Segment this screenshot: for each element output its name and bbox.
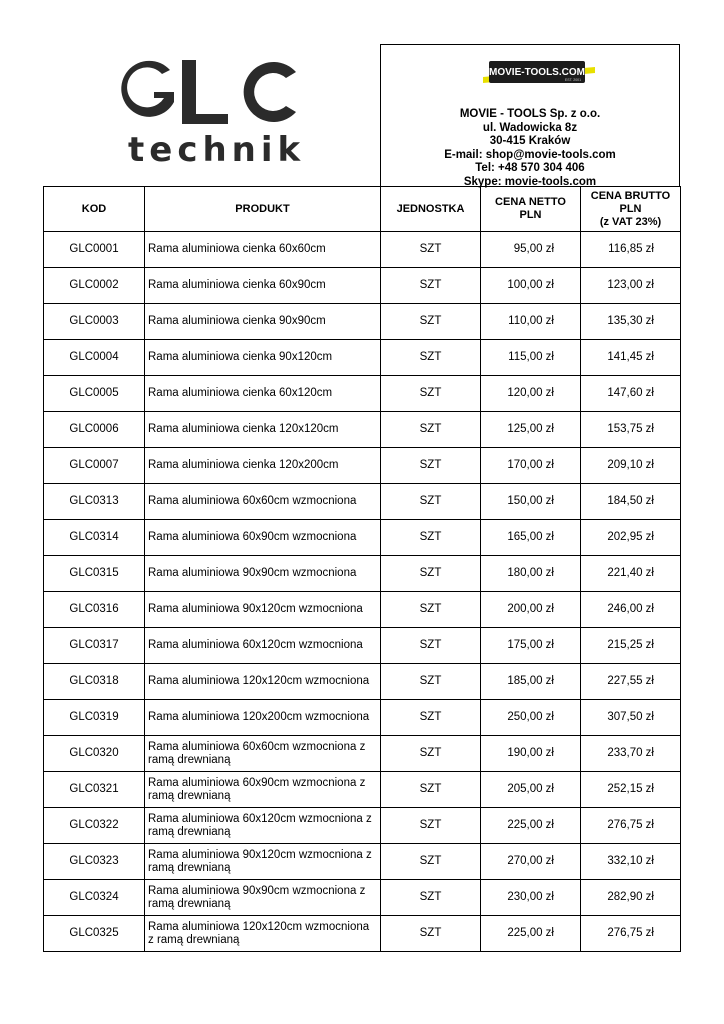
net-price: 95,00 zł (481, 232, 581, 268)
product-code: GLC0314 (44, 520, 145, 556)
table-row (44, 880, 681, 916)
gross-price: 233,70 zł (581, 736, 681, 772)
product-name: Rama aluminiowa cienka 120x200cm (145, 448, 381, 484)
table-row (44, 844, 681, 880)
seller-info-box (380, 44, 680, 186)
header-net-price: CENA NETTO PLN (481, 187, 581, 232)
header-code: KOD (44, 187, 145, 232)
product-name: Rama aluminiowa cienka 120x120cm (145, 412, 381, 448)
net-price: 185,00 zł (481, 664, 581, 700)
product-code: GLC0323 (44, 844, 145, 880)
gross-price: 116,85 zł (581, 232, 681, 268)
product-code: GLC0317 (44, 628, 145, 664)
product-name: Rama aluminiowa 90x120cm wzmocniona (145, 592, 381, 628)
gross-price: 215,25 zł (581, 628, 681, 664)
product-name: Rama aluminiowa 120x200cm wzmocniona (145, 700, 381, 736)
product-code: GLC0315 (44, 556, 145, 592)
product-name: Rama aluminiowa 90x120cm wzmocniona z ramą drewnianą (145, 844, 381, 880)
table-row (44, 916, 681, 952)
gross-price: 153,75 zł (581, 412, 681, 448)
product-code: GLC0003 (44, 304, 145, 340)
table-row (44, 232, 681, 268)
header-gross-price-label: CENA BRUTTO PLN (590, 189, 671, 215)
net-price: 270,00 zł (481, 844, 581, 880)
product-unit: SZT (381, 484, 481, 520)
gross-price: 227,55 zł (581, 664, 681, 700)
product-code: GLC0322 (44, 808, 145, 844)
net-price: 125,00 zł (481, 412, 581, 448)
net-price: 190,00 zł (481, 736, 581, 772)
net-price: 200,00 zł (481, 592, 581, 628)
product-unit: SZT (381, 340, 481, 376)
product-unit: SZT (381, 880, 481, 916)
movie-tools-logo-text: MOVIE-TOOLS.COM (489, 67, 585, 78)
table-row (44, 268, 681, 304)
movie-tools-logo-tagline: EST. 2001 (564, 78, 582, 82)
movie-tools-logo (483, 57, 595, 91)
gross-price: 252,15 zł (581, 772, 681, 808)
product-code: GLC0004 (44, 340, 145, 376)
product-unit: SZT (381, 268, 481, 304)
seller-phone: Tel: +48 570 304 406 (475, 162, 585, 175)
product-unit: SZT (381, 412, 481, 448)
table-row (44, 376, 681, 412)
seller-address (381, 108, 679, 190)
product-code: GLC0005 (44, 376, 145, 412)
product-name: Rama aluminiowa cienka 60x120cm (145, 376, 381, 412)
seller-street: ul. Wadowicka 8z (482, 121, 578, 134)
product-unit: SZT (381, 844, 481, 880)
product-code: GLC0001 (44, 232, 145, 268)
product-name: Rama aluminiowa 60x60cm wzmocniona (145, 484, 381, 520)
net-price: 115,00 zł (481, 340, 581, 376)
net-price: 225,00 zł (481, 916, 581, 952)
product-name: Rama aluminiowa cienka 90x120cm (145, 340, 381, 376)
gross-price: 184,50 zł (581, 484, 681, 520)
table-row (44, 808, 681, 844)
table-header-row (44, 187, 681, 232)
product-unit: SZT (381, 232, 481, 268)
table-row (44, 700, 681, 736)
product-name: Rama aluminiowa 60x90cm wzmocniona z ramą drewnianą (145, 772, 381, 808)
table-row (44, 520, 681, 556)
gross-price: 332,10 zł (581, 844, 681, 880)
gross-price: 209,10 zł (581, 448, 681, 484)
product-code: GLC0319 (44, 700, 145, 736)
product-unit: SZT (381, 448, 481, 484)
net-price: 100,00 zł (481, 268, 581, 304)
table-row (44, 664, 681, 700)
net-price: 120,00 zł (481, 376, 581, 412)
product-name: Rama aluminiowa 90x90cm wzmocniona z ramą drewnianą (145, 880, 381, 916)
gross-price: 307,50 zł (581, 700, 681, 736)
product-code: GLC0006 (44, 412, 145, 448)
product-unit: SZT (381, 304, 481, 340)
gross-price: 141,45 zł (581, 340, 681, 376)
gross-price: 202,95 zł (581, 520, 681, 556)
product-name: Rama aluminiowa 60x90cm wzmocniona (145, 520, 381, 556)
product-unit: SZT (381, 808, 481, 844)
product-code: GLC0320 (44, 736, 145, 772)
header-gross-price-vat: (z VAT 23%) (599, 215, 662, 228)
product-name: Rama aluminiowa 60x120cm wzmocniona (145, 628, 381, 664)
product-unit: SZT (381, 772, 481, 808)
product-code: GLC0007 (44, 448, 145, 484)
product-unit: SZT (381, 700, 481, 736)
product-unit: SZT (381, 916, 481, 952)
glc-logo-mark (116, 54, 312, 130)
table-row (44, 772, 681, 808)
seller-skype: Skype: movie-tools.com (463, 175, 597, 188)
net-price: 180,00 zł (481, 556, 581, 592)
table-row (44, 448, 681, 484)
header-gross-price (581, 187, 681, 232)
header-product: PRODUKT (145, 187, 381, 232)
net-price: 225,00 zł (481, 808, 581, 844)
seller-name: MOVIE - TOOLS Sp. z o.o. (459, 108, 601, 120)
table-row (44, 736, 681, 772)
product-code: GLC0313 (44, 484, 145, 520)
net-price: 150,00 zł (481, 484, 581, 520)
net-price: 110,00 zł (481, 304, 581, 340)
product-name: Rama aluminiowa cienka 60x60cm (145, 232, 381, 268)
table-row (44, 340, 681, 376)
product-name: Rama aluminiowa 120x120cm wzmocniona z ramą drewnianą (145, 916, 381, 952)
gross-price: 147,60 zł (581, 376, 681, 412)
product-name: Rama aluminiowa 60x120cm wzmocniona z ramą drewnianą (145, 808, 381, 844)
gross-price: 276,75 zł (581, 808, 681, 844)
table-row (44, 484, 681, 520)
price-list-table (43, 186, 681, 952)
gross-price: 282,90 zł (581, 880, 681, 916)
product-name: Rama aluminiowa cienka 60x90cm (145, 268, 381, 304)
product-unit: SZT (381, 736, 481, 772)
seller-city: 30-415 Kraków (489, 135, 571, 148)
product-unit: SZT (381, 556, 481, 592)
table-row (44, 628, 681, 664)
net-price: 205,00 zł (481, 772, 581, 808)
glc-technik-logo (44, 44, 380, 186)
product-code: GLC0325 (44, 916, 145, 952)
table-row (44, 592, 681, 628)
net-price: 250,00 zł (481, 700, 581, 736)
table-row (44, 412, 681, 448)
logo-subtitle: technik (128, 130, 306, 170)
product-code: GLC0316 (44, 592, 145, 628)
table-row (44, 556, 681, 592)
product-name: Rama aluminiowa 60x60cm wzmocniona z ramą drewnianą (145, 736, 381, 772)
product-name: Rama aluminiowa cienka 90x90cm (145, 304, 381, 340)
gross-price: 221,40 zł (581, 556, 681, 592)
net-price: 175,00 zł (481, 628, 581, 664)
net-price: 230,00 zł (481, 880, 581, 916)
gross-price: 135,30 zł (581, 304, 681, 340)
gross-price: 246,00 zł (581, 592, 681, 628)
product-unit: SZT (381, 520, 481, 556)
product-unit: SZT (381, 376, 481, 412)
seller-email: E-mail: shop@movie-tools.com (444, 148, 616, 161)
product-code: GLC0321 (44, 772, 145, 808)
table-row (44, 304, 681, 340)
header-unit: JEDNOSTKA (381, 187, 481, 232)
product-name: Rama aluminiowa 90x90cm wzmocniona (145, 556, 381, 592)
net-price: 170,00 zł (481, 448, 581, 484)
product-code: GLC0324 (44, 880, 145, 916)
gross-price: 276,75 zł (581, 916, 681, 952)
net-price: 165,00 zł (481, 520, 581, 556)
product-unit: SZT (381, 628, 481, 664)
product-name: Rama aluminiowa 120x120cm wzmocniona (145, 664, 381, 700)
gross-price: 123,00 zł (581, 268, 681, 304)
product-code: GLC0002 (44, 268, 145, 304)
product-unit: SZT (381, 592, 481, 628)
product-unit: SZT (381, 664, 481, 700)
product-code: GLC0318 (44, 664, 145, 700)
